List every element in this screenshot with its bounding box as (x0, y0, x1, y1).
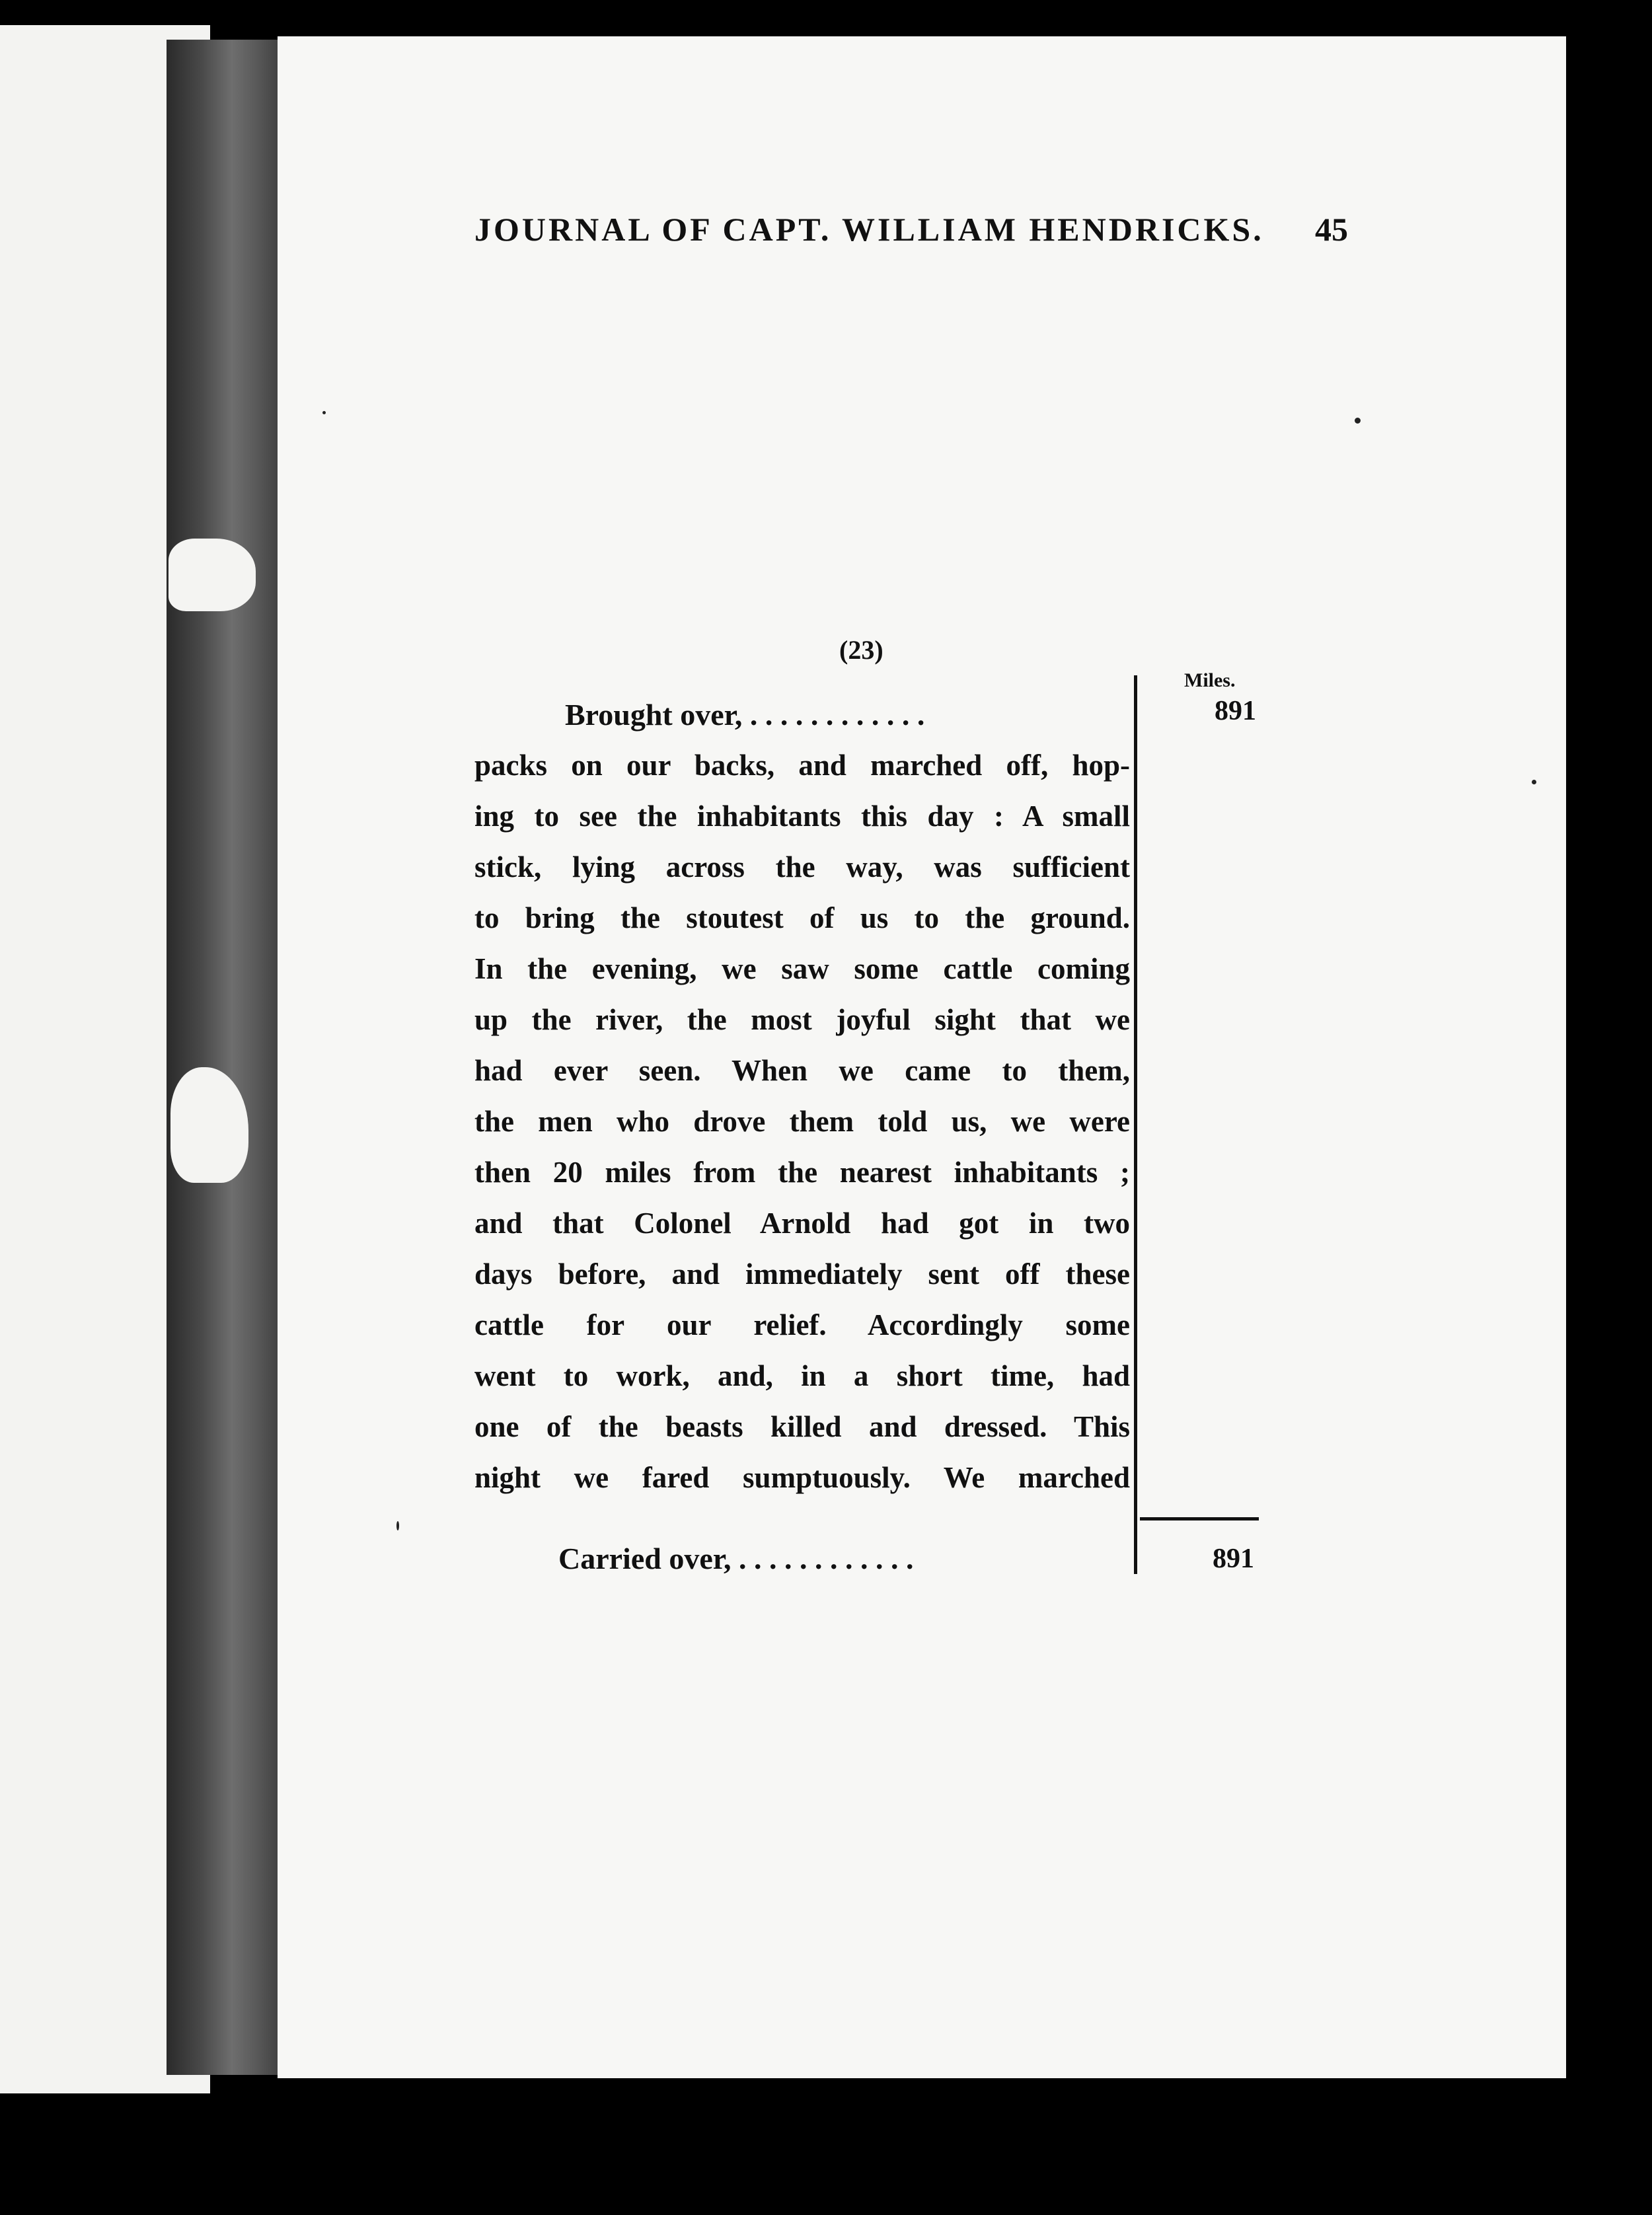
miles-column-rule (1134, 675, 1137, 1574)
miles-total-rule (1140, 1517, 1259, 1520)
page-number: 45 (1315, 211, 1348, 248)
section-number: (23) (839, 635, 883, 665)
body-line: night we fared sumptuously. We marched (474, 1461, 1130, 1494)
running-head: JOURNAL OF CAPT. WILLIAM HENDRICKS. (474, 211, 1264, 248)
body-line: to bring the stoutest of us to the ground. (474, 901, 1130, 934)
body-line: In the evening, we saw some cattle coming (474, 952, 1130, 985)
body-line: had ever seen. When we came to them, (474, 1054, 1130, 1087)
ink-speck (396, 1521, 399, 1530)
body-line: stick, lying across the way, was sufficient (474, 850, 1130, 883)
paper-tear (169, 539, 256, 611)
body-line: one of the beasts killed and dressed. This (474, 1410, 1130, 1443)
ink-speck (1355, 418, 1361, 424)
body-line: up the river, the most joyful sight that we (474, 1003, 1130, 1036)
brought-over-label: Brought over, . . . . . . . . . . . . (565, 698, 925, 732)
brought-over-miles: 891 (1215, 696, 1256, 726)
carried-over-miles: 891 (1213, 1544, 1254, 1574)
carried-over-label: Carried over, . . . . . . . . . . . . (558, 1542, 914, 1575)
ink-speck (1532, 780, 1536, 784)
binding-gutter (167, 40, 285, 2075)
miles-column-header: Miles. (1184, 669, 1236, 691)
body-line: days before, and immediately sent off these (474, 1258, 1130, 1291)
ink-speck (322, 411, 326, 414)
body-line: ing to see the inhabitants this day : A small (474, 800, 1130, 833)
body-line: then 20 miles from the nearest inhabitants ; (474, 1156, 1130, 1189)
body-line: the men who drove them told us, we were (474, 1105, 1130, 1138)
body-line: went to work, and, in a short time, had (474, 1359, 1130, 1392)
body-line: packs on our backs, and marched off, hop- (474, 749, 1130, 782)
body-line: and that Colonel Arnold had got in two (474, 1207, 1130, 1240)
body-line: cattle for our relief. Accordingly some (474, 1308, 1130, 1341)
